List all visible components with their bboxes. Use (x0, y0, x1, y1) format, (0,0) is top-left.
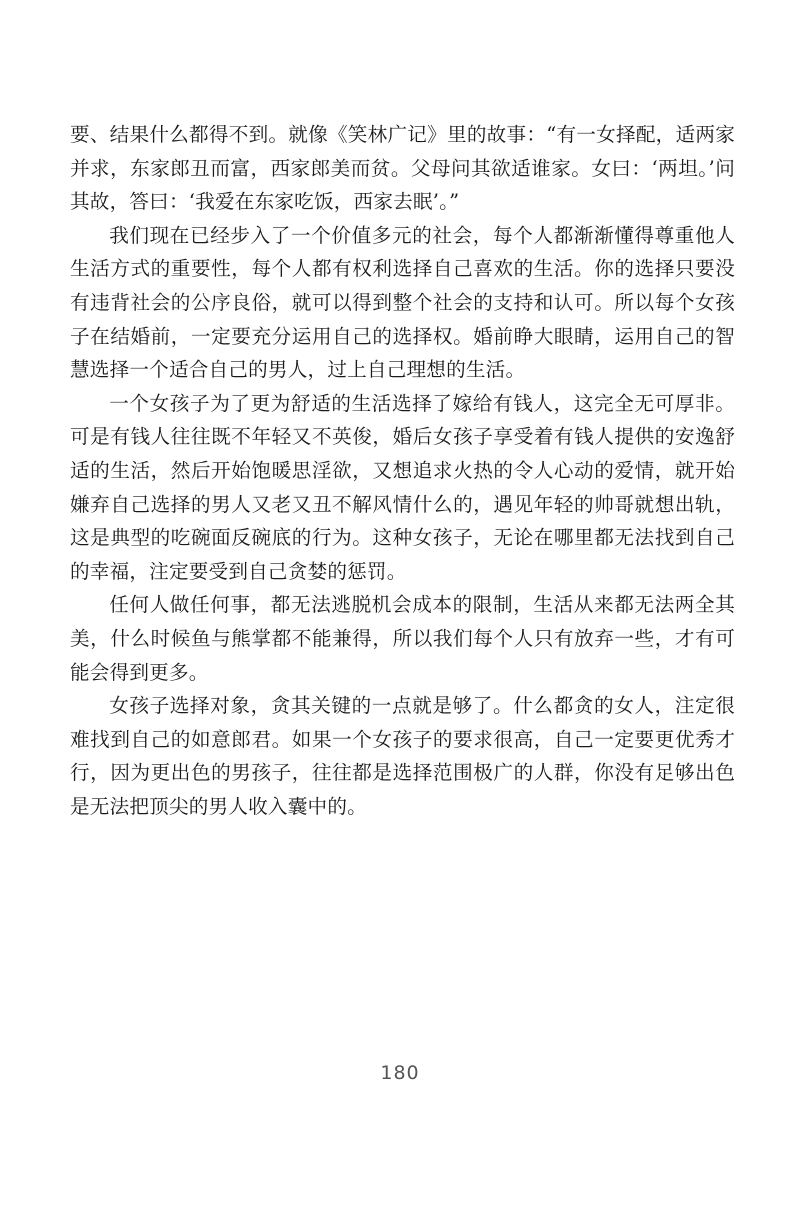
page-body (70, 118, 735, 823)
page-number: 180 (380, 1062, 420, 1084)
paragraph: 一个女孩子为了更为舒适的生活选择了嫁给有钱人，这完全无可厚非。可是有钱人往往既不年轻又不英俊，婚后女孩子享受着有钱人提供的安逸舒适的生活，然后开始饱暖思淫欲，又想追求火热的令人心动的爱情，就开始嫌弃自己选择的男人又老又丑不解风情什么的，遇见年轻的帅哥就想出轨，这是典型的吃碗面反碗底的行为。这种女孩子，无论在哪里都无法找到自己的幸福，注定要受到自己贪婪的惩罚。 (70, 391, 735, 583)
paragraph: 我们现在已经步入了一个价值多元的社会，每个人都渐渐懂得尊重他人生活方式的重要性，每个人都有权利选择自己喜欢的生活。你的选择只要没有违背社会的公序良俗，就可以得到整个社会的支持和认可。所以每个女孩子在结婚前，一定要充分运用自己的选择权。婚前睁大眼睛，运用自己的智慧选择一个适合自己的男人，过上自己理想的生活。 (70, 223, 735, 382)
paragraph: 女孩子选择对象，贪其关键的一点就是够了。什么都贪的女人，注定很难找到自己的如意郎君。如果一个女孩子的要求很高，自己一定要更优秀才行，因为更出色的男孩子，往往都是选择范围极广的人群，你没有足够出色是无法把顶尖的男人收入囊中的。 (70, 694, 735, 818)
paragraph-continued: 要、结果什么都得不到。就像《笑林广记》里的故事：“有一女择配，适两家并求，东家郎丑而富，西家郎美而贫。父母问其欲适谁家。女曰：‘两坦。’问其故，答曰：‘我爱在东家吃饭，西家去眠’。” (70, 123, 735, 214)
paragraph: 任何人做任何事，都无法逃脱机会成本的限制，生活从来都无法两全其美，什么时候鱼与熊掌都不能兼得，所以我们每个人只有放弃一些，才有可能会得到更多。 (70, 593, 735, 684)
